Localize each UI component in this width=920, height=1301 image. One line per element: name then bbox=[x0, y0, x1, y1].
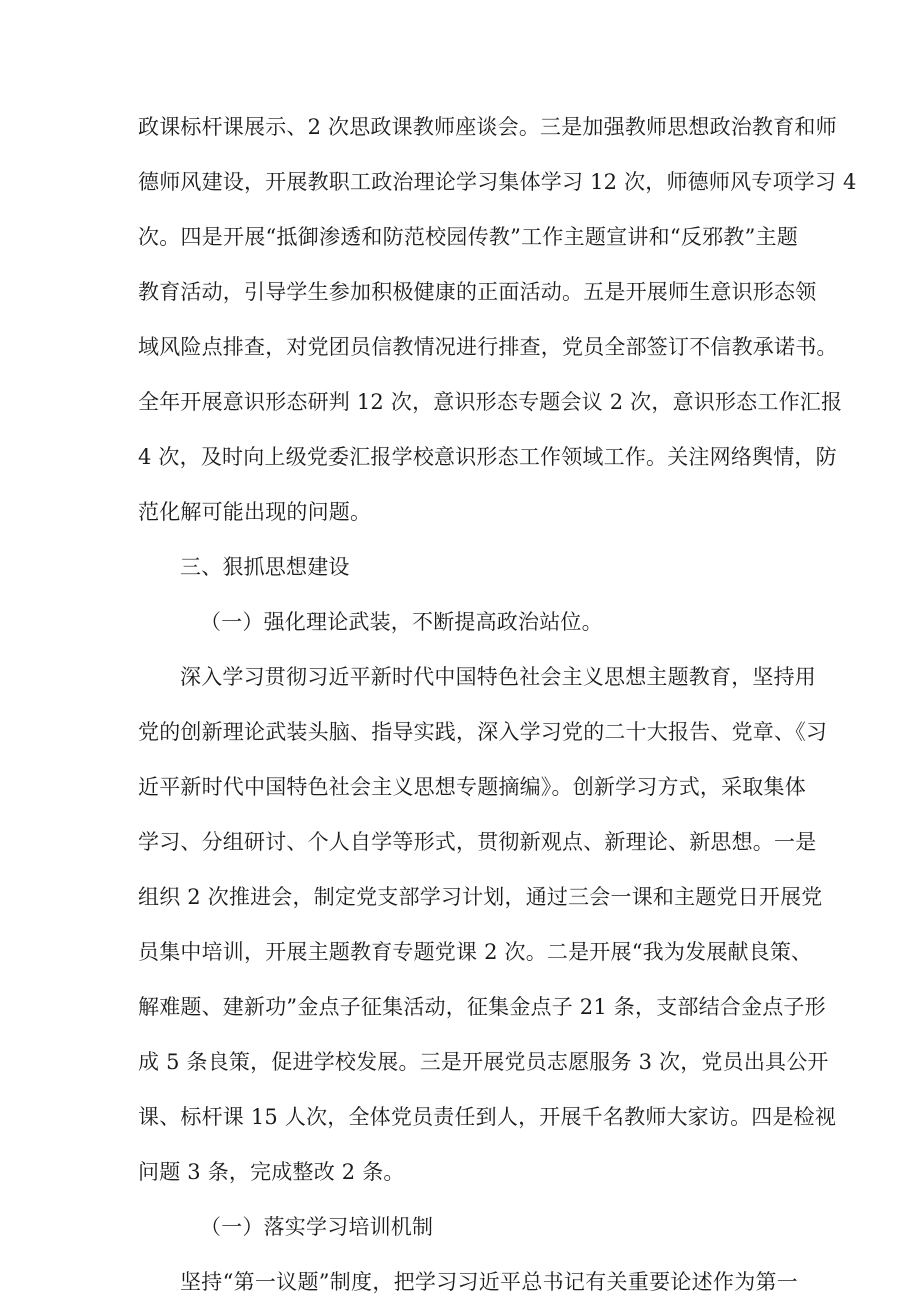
paragraph-line: 坚持“第一议题”制度，把学习习近平总书记有关重要论述作为第一 bbox=[180, 1270, 798, 1294]
paragraph-line: 全年开展意识形态研判 12 次，意识形态专题会议 2 次，意识形态工作汇报 bbox=[138, 390, 843, 414]
paragraph-line: 组织 2 次推进会，制定党支部学习计划，通过三会一课和主题党日开展党 bbox=[138, 885, 823, 909]
paragraph-line: 党的创新理论武装头脑、指导实践，深入学习党的二十大报告、党章、《习 bbox=[138, 720, 828, 744]
paragraph-line: 近平新时代中国特色社会主义思想专题摘编》。创新学习方式，采取集体 bbox=[138, 775, 806, 799]
paragraph-line: 深入学习贯彻习近平新时代中国特色社会主义思想主题教育，坚持用 bbox=[180, 665, 816, 689]
paragraph-line: 员集中培训，开展主题教育专题党课 2 次。二是开展“我为发展献良策、 bbox=[138, 940, 813, 964]
paragraph-line: 德师风建设，开展教职工政治理论学习集体学习 12 次，师德师风专项学习 4 bbox=[138, 170, 857, 194]
paragraph-line: 4 次，及时向上级党委汇报学校意识形态工作领域工作。关注网络舆情，防 bbox=[138, 445, 837, 469]
subsection-heading: （一）强化理论武装，不断提高政治站位。 bbox=[200, 610, 603, 634]
paragraph-line: 次。四是开展“抵御渗透和防范校园传教”工作主题宣讲和“反邪教”主题 bbox=[138, 225, 798, 249]
section-heading: 三、狠抓思想建设 bbox=[180, 555, 350, 579]
paragraph-line: 解难题、建新功”金点子征集活动，征集金点子 21 条，支部结合金点子形 bbox=[138, 995, 826, 1019]
paragraph-line: 政课标杆课展示、2 次思政课教师座谈会。三是加强教师思想政治教育和师 bbox=[138, 115, 837, 139]
paragraph-line: 教育活动，引导学生参加积极健康的正面活动。五是开展师生意识形态领 bbox=[138, 280, 817, 304]
subsection-heading: （一）落实学习培训机制 bbox=[200, 1215, 434, 1239]
paragraph-line: 域风险点排查，对党团员信教情况进行排查，党员全部签订不信教承诺书。 bbox=[138, 335, 838, 359]
paragraph-line: 问题 3 条，完成整改 2 条。 bbox=[138, 1160, 405, 1184]
paragraph-line: 范化解可能出现的问题。 bbox=[138, 500, 372, 524]
paragraph-line: 学习、分组研讨、个人自学等形式，贯彻新观点、新理论、新思想。一是 bbox=[138, 830, 817, 854]
paragraph-line: 课、标杆课 15 人次，全体党员责任到人，开展千名教师大家访。四是检视 bbox=[138, 1105, 837, 1129]
paragraph-line: 成 5 条良策，促进学校发展。三是开展党员志愿服务 3 次，党员出具公开 bbox=[138, 1050, 829, 1074]
